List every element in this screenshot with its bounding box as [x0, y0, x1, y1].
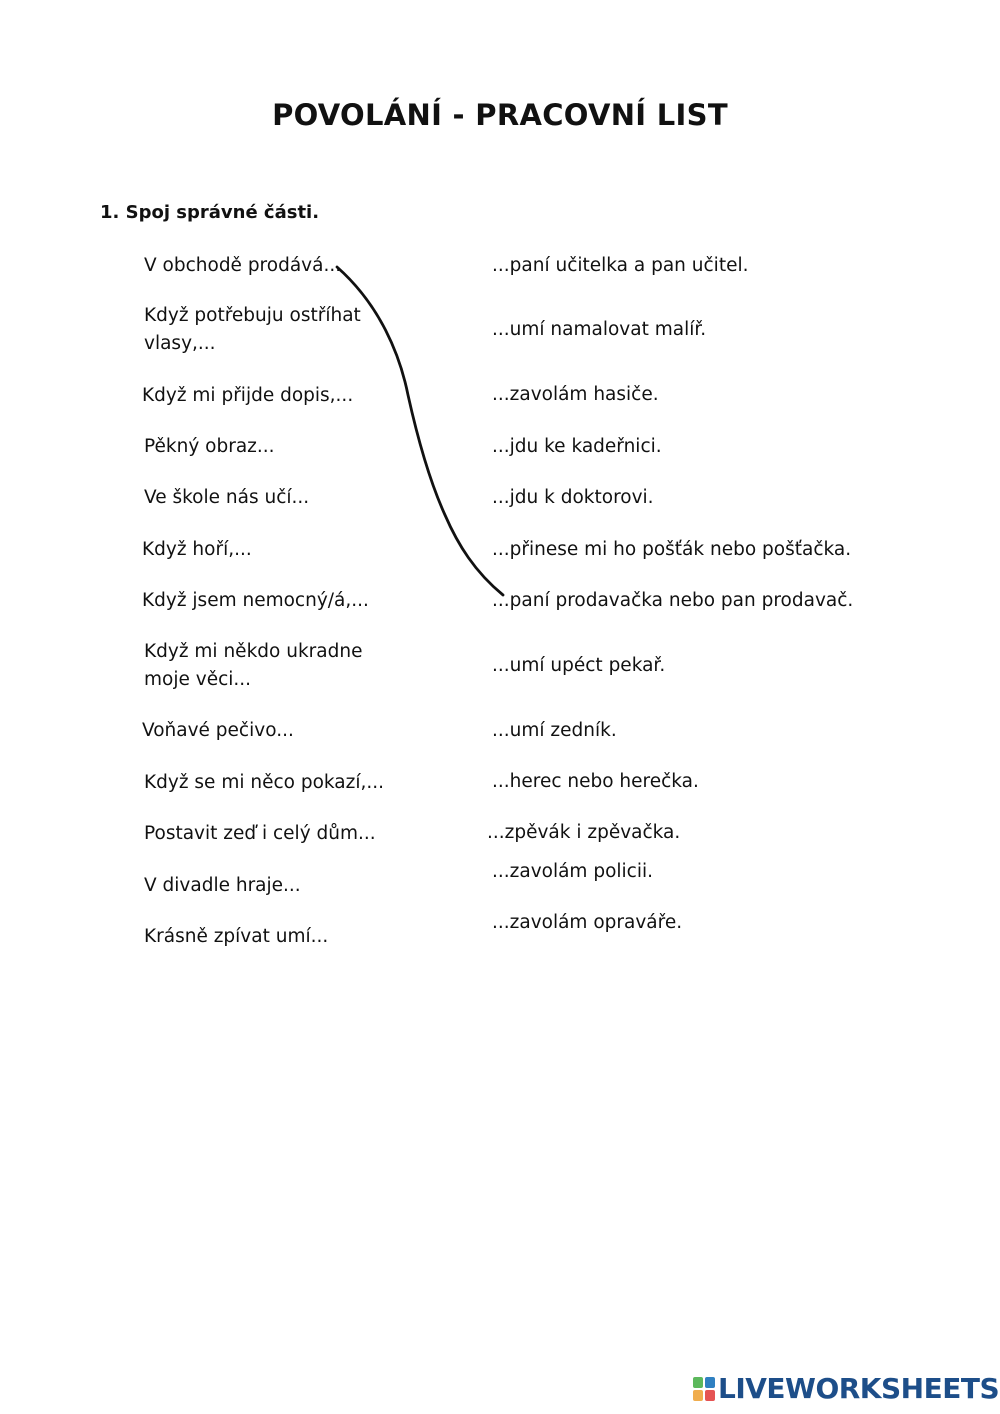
left-item-sick[interactable]: Když jsem nemocný/á,...	[142, 590, 369, 611]
left-item-pastry[interactable]: Voňavé pečivo...	[142, 720, 294, 741]
right-item-hairdresser[interactable]: ...jdu ke kadeřnici.	[492, 436, 662, 457]
liveworksheets-logo	[693, 1372, 999, 1405]
left-item-painting[interactable]: Pěkný obraz...	[144, 436, 275, 457]
right-item-bricklayer[interactable]: ...umí zedník.	[492, 720, 617, 741]
right-item-doctor[interactable]: ...jdu k doktorovi.	[492, 487, 654, 508]
right-item-teacher[interactable]: ...paní učitelka a pan učitel.	[492, 255, 749, 276]
right-item-baker[interactable]: ...umí upéct pekař.	[492, 655, 666, 676]
right-item-painter[interactable]: ...umí namalovat malíř.	[492, 319, 707, 340]
logo-mark-icon	[693, 1377, 715, 1401]
logo-square-orange	[693, 1390, 703, 1401]
left-item-broken[interactable]: Když se mi něco pokazí,...	[144, 772, 384, 793]
left-item-letter[interactable]: Když mi přijde dopis,...	[142, 385, 354, 406]
right-item-shop-assistant[interactable]: ...paní prodavačka nebo pan prodavač.	[492, 590, 854, 611]
logo-square-green	[693, 1377, 703, 1388]
logo-square-red	[705, 1390, 715, 1401]
left-item-school[interactable]: Ve škole nás učí...	[144, 487, 310, 508]
right-item-postman[interactable]: ...přinese mi ho pošťák nebo pošťačka.	[492, 539, 852, 560]
right-item-repairman[interactable]: ...zavolám opraváře.	[492, 912, 683, 933]
left-item-theft[interactable]: Když mi někdo ukradne moje věci...	[144, 641, 363, 690]
right-item-police[interactable]: ...zavolám policii.	[492, 861, 654, 882]
right-item-singer[interactable]: ...zpěvák i zpěvačka.	[487, 822, 681, 843]
left-item-singing[interactable]: Krásně zpívat umí...	[144, 926, 329, 947]
logo-text: LIVEWORKSHEETS	[718, 1372, 1000, 1405]
right-item-firefighters[interactable]: ...zavolám hasiče.	[492, 384, 659, 405]
exercise-instruction: 1. Spoj správné části.	[100, 202, 320, 223]
left-item-theatre[interactable]: V divadle hraje...	[144, 875, 301, 896]
left-item-shop[interactable]: V obchodě prodává...	[144, 255, 342, 276]
logo-square-blue	[705, 1377, 715, 1388]
left-item-wall[interactable]: Postavit zeď i celý dům...	[144, 823, 376, 844]
page-title: POVOLÁNÍ - PRACOVNÍ LIST	[272, 98, 728, 132]
left-item-fire[interactable]: Když hoří,...	[142, 539, 252, 560]
left-item-haircut[interactable]: Když potřebuju ostříhat vlasy,...	[144, 305, 361, 354]
right-item-actor[interactable]: ...herec nebo herečka.	[492, 771, 699, 792]
